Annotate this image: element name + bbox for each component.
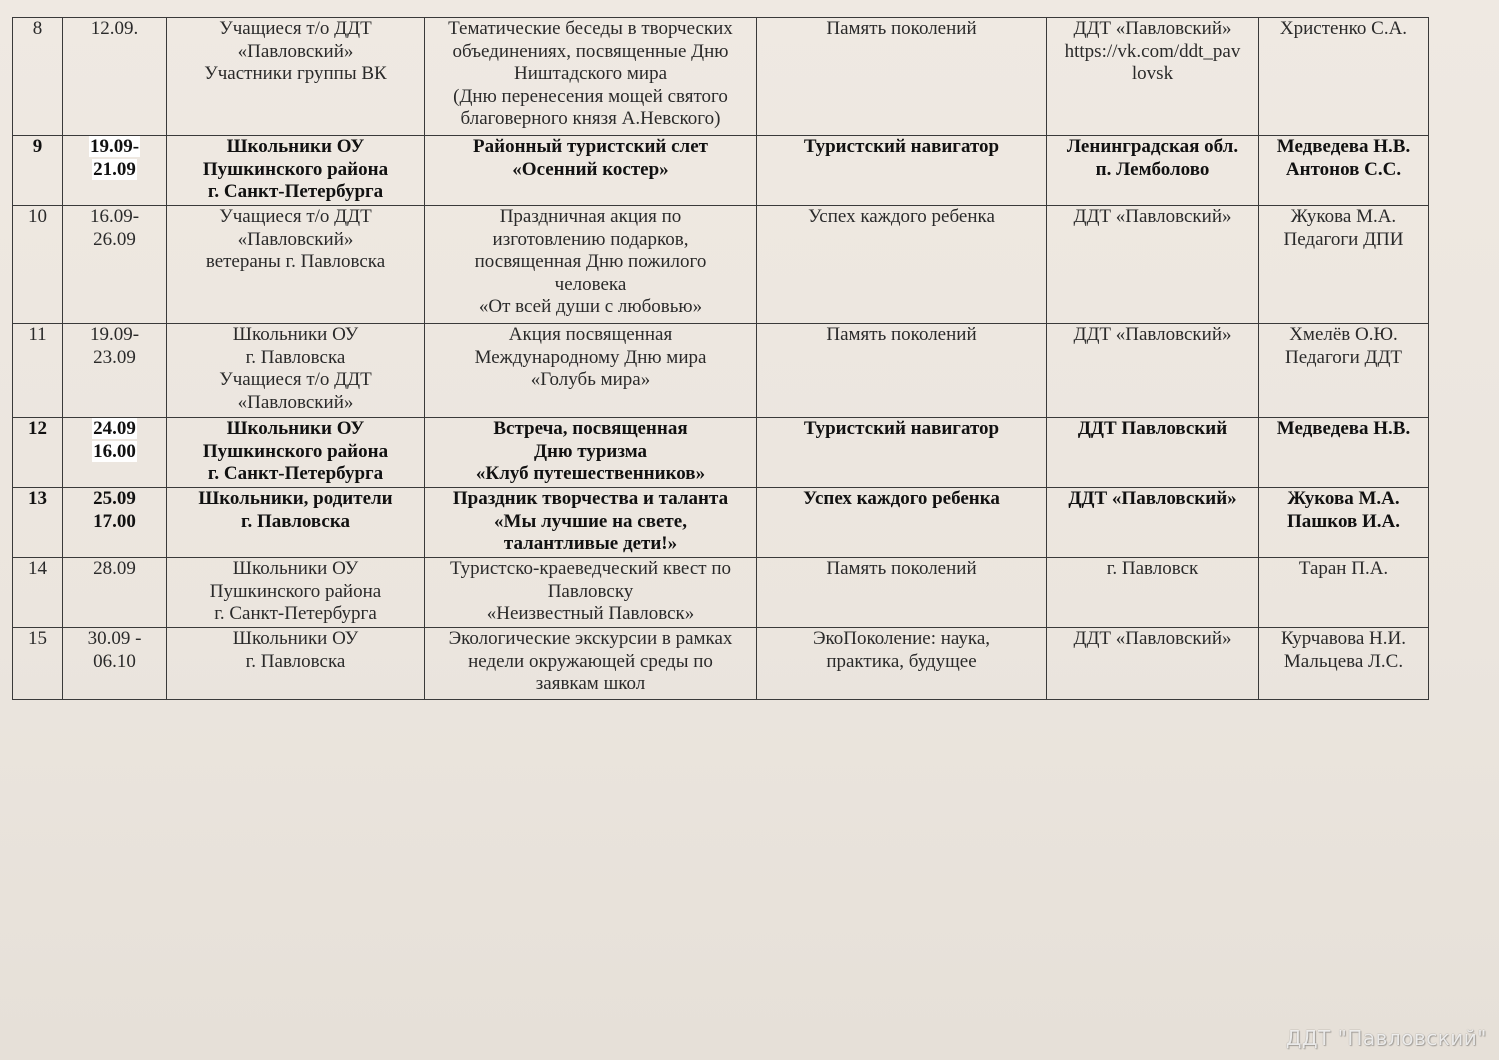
cell-text-line: Туристский навигатор: [803, 136, 1000, 157]
cell-text-line: г. Павловска: [245, 650, 346, 672]
cell-text-line: Хмелёв О.Ю.: [1289, 324, 1398, 345]
cell-text-line: Школьники ОУ: [226, 136, 365, 157]
cell-text-line: Медведева Н.В.: [1276, 136, 1411, 157]
cell-text-line: 13: [28, 488, 47, 509]
date-cell: [63, 206, 167, 324]
cell-text-line: «Голубь мира»: [530, 369, 651, 390]
cell-text-line: Павловску: [547, 580, 634, 602]
cell-text-line: Ништадского мира: [513, 63, 668, 84]
participants-cell: [167, 324, 425, 418]
direction-cell: [757, 488, 1047, 558]
cell-text-line: «Клуб путешественников»: [475, 463, 706, 484]
cell-text-line: Христенко С.А.: [1279, 18, 1408, 39]
cell-text-line: Учащиеся т/о ДДТ: [219, 206, 372, 227]
cell-text-line: Праздник творчества и таланта: [452, 488, 729, 509]
cell-text-line: 15: [28, 628, 47, 649]
responsible-cell: [1259, 324, 1429, 418]
place-cell: [1047, 206, 1259, 324]
cell-text-line: Пушкинского района: [202, 158, 389, 180]
participants-cell: [167, 18, 425, 136]
responsible-cell: [1259, 628, 1429, 700]
participants-cell: [167, 558, 425, 628]
cell-text-line: заявкам школ: [535, 673, 646, 694]
place-cell: [1047, 324, 1259, 418]
cell-text-line: ДДТ «Павловский»: [1073, 18, 1232, 39]
place-cell: [1047, 628, 1259, 700]
participants-cell: [167, 488, 425, 558]
cell-text-line: ветераны г. Павловска: [205, 251, 386, 272]
cell-text-line: Память поколений: [826, 558, 977, 579]
responsible-cell: [1259, 206, 1429, 324]
responsible-cell: [1259, 488, 1429, 558]
cell-text-line: lovsk: [1131, 63, 1174, 84]
responsible-cell: [1259, 18, 1429, 136]
place-cell: [1047, 418, 1259, 488]
cell-text-line: 12: [28, 418, 47, 439]
cell-text-line: Память поколений: [826, 18, 977, 39]
cell-text-line: Таран П.А.: [1298, 558, 1389, 579]
event-cell: [425, 558, 757, 628]
direction-cell: [757, 136, 1047, 206]
table-row: [13, 18, 1429, 136]
cell-text-line: 25.09: [93, 488, 136, 509]
table-row: [13, 628, 1429, 700]
cell-text-line: ДДТ Павловский: [1077, 418, 1228, 439]
direction-cell: [757, 558, 1047, 628]
direction-cell: [757, 418, 1047, 488]
event-cell: [425, 18, 757, 136]
table-row: [13, 558, 1429, 628]
cell-text-line: 28.09: [93, 558, 136, 579]
cell-text-line: г. Павловск: [1106, 558, 1199, 579]
row-number: [13, 558, 63, 628]
row-number: [13, 136, 63, 206]
event-cell: [425, 418, 757, 488]
cell-text-line: 24.09: [93, 418, 136, 439]
cell-text-line: объединениях, посвященные Дню: [452, 40, 729, 62]
cell-text-line: Встреча, посвященная: [493, 418, 688, 439]
cell-text-line: человека: [554, 273, 627, 295]
cell-text-line: 10: [28, 206, 47, 227]
cell-text-line: ДДТ «Павловский»: [1068, 488, 1237, 509]
date-cell: [63, 628, 167, 700]
date-cell: [63, 488, 167, 558]
participants-cell: [167, 136, 425, 206]
cell-text-line: г. Санкт-Петербурга: [214, 603, 377, 624]
cell-text-line: 8: [32, 18, 43, 39]
cell-text-line: г. Санкт-Петербурга: [207, 463, 384, 484]
row-number: [13, 206, 63, 324]
cell-text-line: «Павловский»: [237, 391, 354, 413]
cell-text-line: Мальцева Л.С.: [1283, 650, 1404, 672]
place-cell: [1047, 488, 1259, 558]
event-cell: [425, 136, 757, 206]
cell-text-line: 19.09-: [89, 136, 140, 157]
row-number: [13, 488, 63, 558]
cell-text-line: Успех каждого ребенка: [803, 488, 1000, 509]
cell-text-line: г. Павловска: [240, 510, 351, 532]
cell-text-line: Районный туристский слет: [473, 136, 708, 157]
cell-text-line: «Павловский»: [237, 40, 354, 62]
cell-text-line: ДДТ «Павловский»: [1073, 206, 1232, 227]
date-cell: [63, 558, 167, 628]
cell-text-line: 14: [28, 558, 47, 579]
row-number: [13, 628, 63, 700]
cell-text-line: 21.09: [93, 158, 136, 180]
date-cell: [63, 18, 167, 136]
responsible-cell: [1259, 418, 1429, 488]
cell-text-line: «Осенний костер»: [512, 158, 669, 180]
cell-text-line: (Дню перенесения мощей святого: [453, 85, 728, 107]
table-row: [13, 418, 1429, 488]
cell-text-line: недели окружающей среды по: [468, 650, 713, 672]
cell-text-line: Школьники ОУ: [232, 324, 359, 345]
cell-text-line: Учащиеся т/о ДДТ: [219, 369, 372, 390]
cell-text-line: Антонов С.С.: [1285, 158, 1402, 180]
cell-text-line: изготовлению подарков,: [492, 228, 689, 250]
row-number: [13, 18, 63, 136]
cell-text-line: «Мы лучшие на свете,: [494, 510, 687, 532]
participants-cell: [167, 418, 425, 488]
events-table: [12, 17, 1429, 700]
cell-text-line: талантливые дети!»: [503, 533, 678, 554]
cell-text-line: 9: [32, 136, 43, 157]
cell-text-line: 16.09-: [89, 206, 140, 227]
direction-cell: [757, 18, 1047, 136]
cell-text-line: благоверного князя А.Невского): [460, 108, 721, 129]
cell-text-line: Пушкинского района: [202, 440, 389, 462]
cell-text-line: Экологические экскурсии в рамках: [448, 628, 733, 649]
date-cell: [63, 418, 167, 488]
direction-cell: [757, 628, 1047, 700]
place-cell: [1047, 136, 1259, 206]
cell-text-line: https://vk.com/ddt_pav: [1064, 40, 1241, 62]
place-cell: [1047, 18, 1259, 136]
event-cell: [425, 488, 757, 558]
cell-text-line: Акция посвященная: [508, 324, 673, 345]
cell-text-line: Пушкинского района: [209, 580, 382, 602]
cell-text-line: Туристско-краеведческий квест по: [450, 558, 731, 579]
cell-text-line: 26.09: [93, 228, 136, 250]
cell-text-line: Жукова М.А.: [1287, 488, 1400, 509]
cell-text-line: практика, будущее: [826, 650, 977, 672]
cell-text-line: «Неизвестный Павловск»: [486, 603, 695, 624]
cell-text-line: Медведева Н.В.: [1276, 418, 1411, 439]
date-cell: [63, 136, 167, 206]
cell-text-line: Педагоги ДДТ: [1284, 346, 1403, 368]
row-number: [13, 324, 63, 418]
cell-text-line: Жукова М.А.: [1290, 206, 1397, 227]
cell-text-line: ЭкоПоколение: наука,: [812, 628, 991, 649]
cell-text-line: Пашков И.А.: [1286, 510, 1401, 532]
cell-text-line: «От всей души с любовью»: [478, 296, 703, 317]
event-cell: [425, 206, 757, 324]
event-cell: [425, 628, 757, 700]
cell-text-line: Педагоги ДПИ: [1283, 228, 1404, 250]
cell-text-line: Успех каждого ребенка: [808, 206, 995, 227]
row-number: [13, 418, 63, 488]
cell-text-line: 19.09-: [89, 324, 140, 345]
cell-text-line: Участники группы ВК: [204, 63, 387, 84]
events-table-body: [13, 18, 1429, 700]
cell-text-line: Школьники, родители: [198, 488, 393, 509]
cell-text-line: 30.09 -: [87, 628, 142, 649]
cell-text-line: 23.09: [93, 346, 136, 368]
cell-text-line: 12.09.: [90, 18, 139, 39]
responsible-cell: [1259, 136, 1429, 206]
cell-text-line: Тематические беседы в творческих: [448, 18, 733, 39]
cell-text-line: г. Павловска: [245, 346, 346, 368]
direction-cell: [757, 324, 1047, 418]
cell-text-line: г. Санкт-Петербурга: [207, 181, 384, 202]
cell-text-line: 17.00: [93, 510, 136, 532]
cell-text-line: «Павловский»: [237, 228, 354, 250]
cell-text-line: Курчавова Н.И.: [1281, 628, 1406, 649]
cell-text-line: Туристский навигатор: [803, 418, 1000, 439]
table-row: [13, 324, 1429, 418]
table-row: [13, 206, 1429, 324]
cell-text-line: ДДТ «Павловский»: [1073, 324, 1232, 345]
cell-text-line: Праздничная акция по: [499, 206, 682, 227]
date-cell: [63, 324, 167, 418]
direction-cell: [757, 206, 1047, 324]
cell-text-line: 11: [28, 324, 47, 345]
cell-text-line: Школьники ОУ: [232, 628, 359, 649]
cell-text-line: Школьники ОУ: [226, 418, 365, 439]
event-cell: [425, 324, 757, 418]
cell-text-line: Ленинградская обл.: [1066, 136, 1239, 157]
cell-text-line: п. Лемболово: [1095, 158, 1210, 180]
place-cell: [1047, 558, 1259, 628]
cell-text-line: Память поколений: [826, 324, 977, 345]
cell-text-line: 06.10: [93, 650, 136, 672]
cell-text-line: Школьники ОУ: [232, 558, 359, 579]
cell-text-line: ДДТ «Павловский»: [1073, 628, 1232, 649]
cell-text-line: Учащиеся т/о ДДТ: [219, 18, 372, 39]
cell-text-line: Международному Дню мира: [474, 346, 707, 368]
participants-cell: [167, 628, 425, 700]
table-row: [13, 136, 1429, 206]
participants-cell: [167, 206, 425, 324]
cell-text-line: посвященная Дню пожилого: [474, 251, 707, 272]
responsible-cell: [1259, 558, 1429, 628]
cell-text-line: Дню туризма: [533, 440, 648, 462]
watermark-text: ДДТ "Павловский": [1285, 1026, 1487, 1050]
table-row: [13, 488, 1429, 558]
cell-text-line: 16.00: [93, 440, 136, 462]
